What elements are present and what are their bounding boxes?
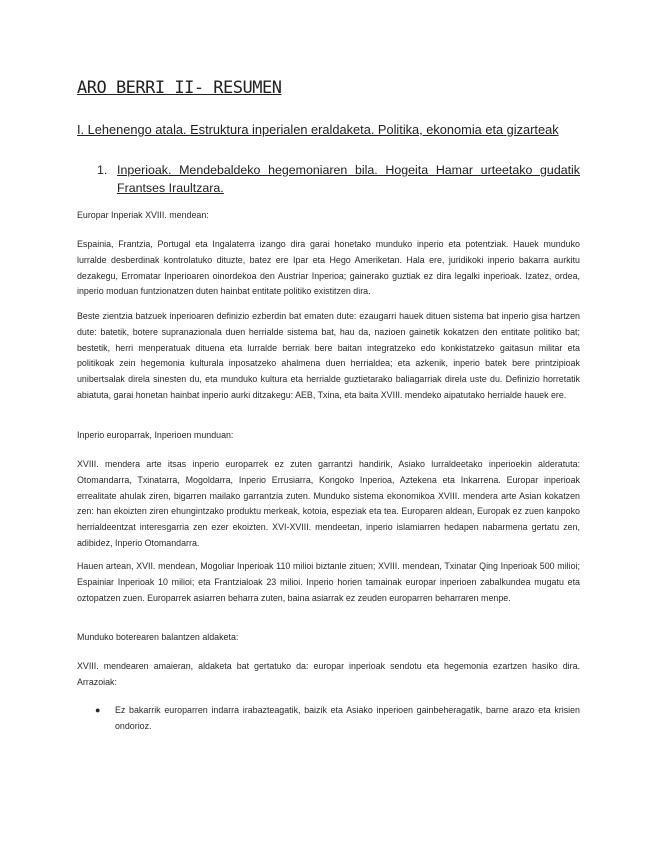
paragraph: Hauen artean, XVII. mendean, Mogoliar Inperioak 110 milioi biztanle zituen; XVIII. mendean, Txinatar Qing Inperioak 500 milioi; Espainiar Inperioak 10 milioi; eta Frantzialoak 23 milioi. Inperio horien tamainak europar inperioen zabalkundea mugatu eta oztopatzen zuen. Europarrek asiarren beharra zuten, baina asiarrak ez zeuden europarren beharraren menpe.	[77, 561, 580, 603]
subheading-power-balance: Munduko boterearen balantzen aldaketa:	[77, 632, 239, 642]
section-heading	[97, 161, 580, 197]
bullet-text: Ez bakarrik europarren indarra irabazteagatik, baizik eta Asiako inperioen gainbeheragatik, barne arazo eta krisien ondorioz.	[115, 705, 580, 731]
part-heading: I. Lehenengo atala. Estruktura inperialen eraldaketa. Politika, ekonomia eta gizarteak	[77, 122, 559, 137]
section-title: Inperioak. Mendebaldeko hegemoniaren bila. Hogeita Hamar urteetako gudatik Frantses Iraultzara.	[117, 163, 580, 195]
paragraph: XVIII. mendera arte itsas inperio europarrek ez zuten garrantzi handirik, Asiako lurraldeetako inperioekin alderatuta: Otomandarra, Txinatarra, Mogoldarra, Inperio Errusiarra, Kongoko Inperioa, Aztekena eta Inkarrena. Europar inperioak errealitate ahulak ziren, bigarren mailako garrantzia zuten. Munduko sistema ekonomikoa XVIII. mendera arte Asian kokatzen zen: han ekoizten ziren ehungintzako produktu merkeak, kotoia, espeziak eta tea. Europaren aldean, Europak ez zuen kanpoko herrialdeentzat interesgarria zen ezer ekoizten. XVI-XVIII. mendeetan, inperio islamiarren hedapen nabarmena gertatu zen, adibidez, Inperio Otomandarra.	[77, 459, 580, 548]
paragraph: Espainia, Frantzia, Portugal eta Ingalaterra izango dira garai honetako munduko inperio eta potentziak. Hauek munduko lurralde desberdinak kontrolatuko dituzte, batez ere Ipar eta Hego Ameriketan. Hala ere, juridikoki inperio bakarra aurkitu dezakegu, Erromatar Inperioaren oinordekoa den Austriar Inperioa; gainerako guztiak ez dira legalki inperioak. Izatez, ordea, inperio moduan funtzionatzen duten hainbat entitate politiko existitzen dira.	[77, 239, 580, 297]
subheading-european-empires: Europar Inperiak XVIII. mendean:	[77, 210, 209, 220]
section-number: 1.	[97, 163, 108, 177]
bullet-marker: ●	[95, 705, 101, 715]
bullet-list-item	[95, 703, 580, 735]
paragraph: XVIII. mendearen amaieran, aldaketa bat gertatuko da: europar inperioak sendotu eta hegemonia ezartzen hasiko dira. Arrazoiak:	[77, 661, 580, 687]
document-title: ARO BERRI II- RESUMEN	[77, 78, 282, 98]
paragraph: Beste zientzia batzuek inperioaren definizio ezberdin bat ematen dute: ezaugarri hauek dituen sistema bat inperio gisa hartzen dute: batetik, botere supranazionala duen herrialde sistema bat, hau da, nazioen gainetik kokatzen den entitate politiko bat; bestetik, herri menperatuak dituena eta lurralde berriak bere baitan integratzeko edo konkistatzeko gaitasun militar eta politikoak zein hegemonia kulturala inposatzeko ahalmena duen herrialdea; eta azkenik, inperio batek bere printzipioak unibertsalak direla sinesten du, eta munduko kultura eta herrialde guztietarako baliagarriak direla uste du. Definizio horretatik abiatuta, garai honetan hainbat inperio aurki ditzakegu: AEB, Txina, eta baita XVIII. mendeko aipatutako herrialde hauek ere.	[77, 311, 580, 400]
subheading-empires-world: Inperio europarrak, Inperioen munduan:	[77, 430, 234, 440]
